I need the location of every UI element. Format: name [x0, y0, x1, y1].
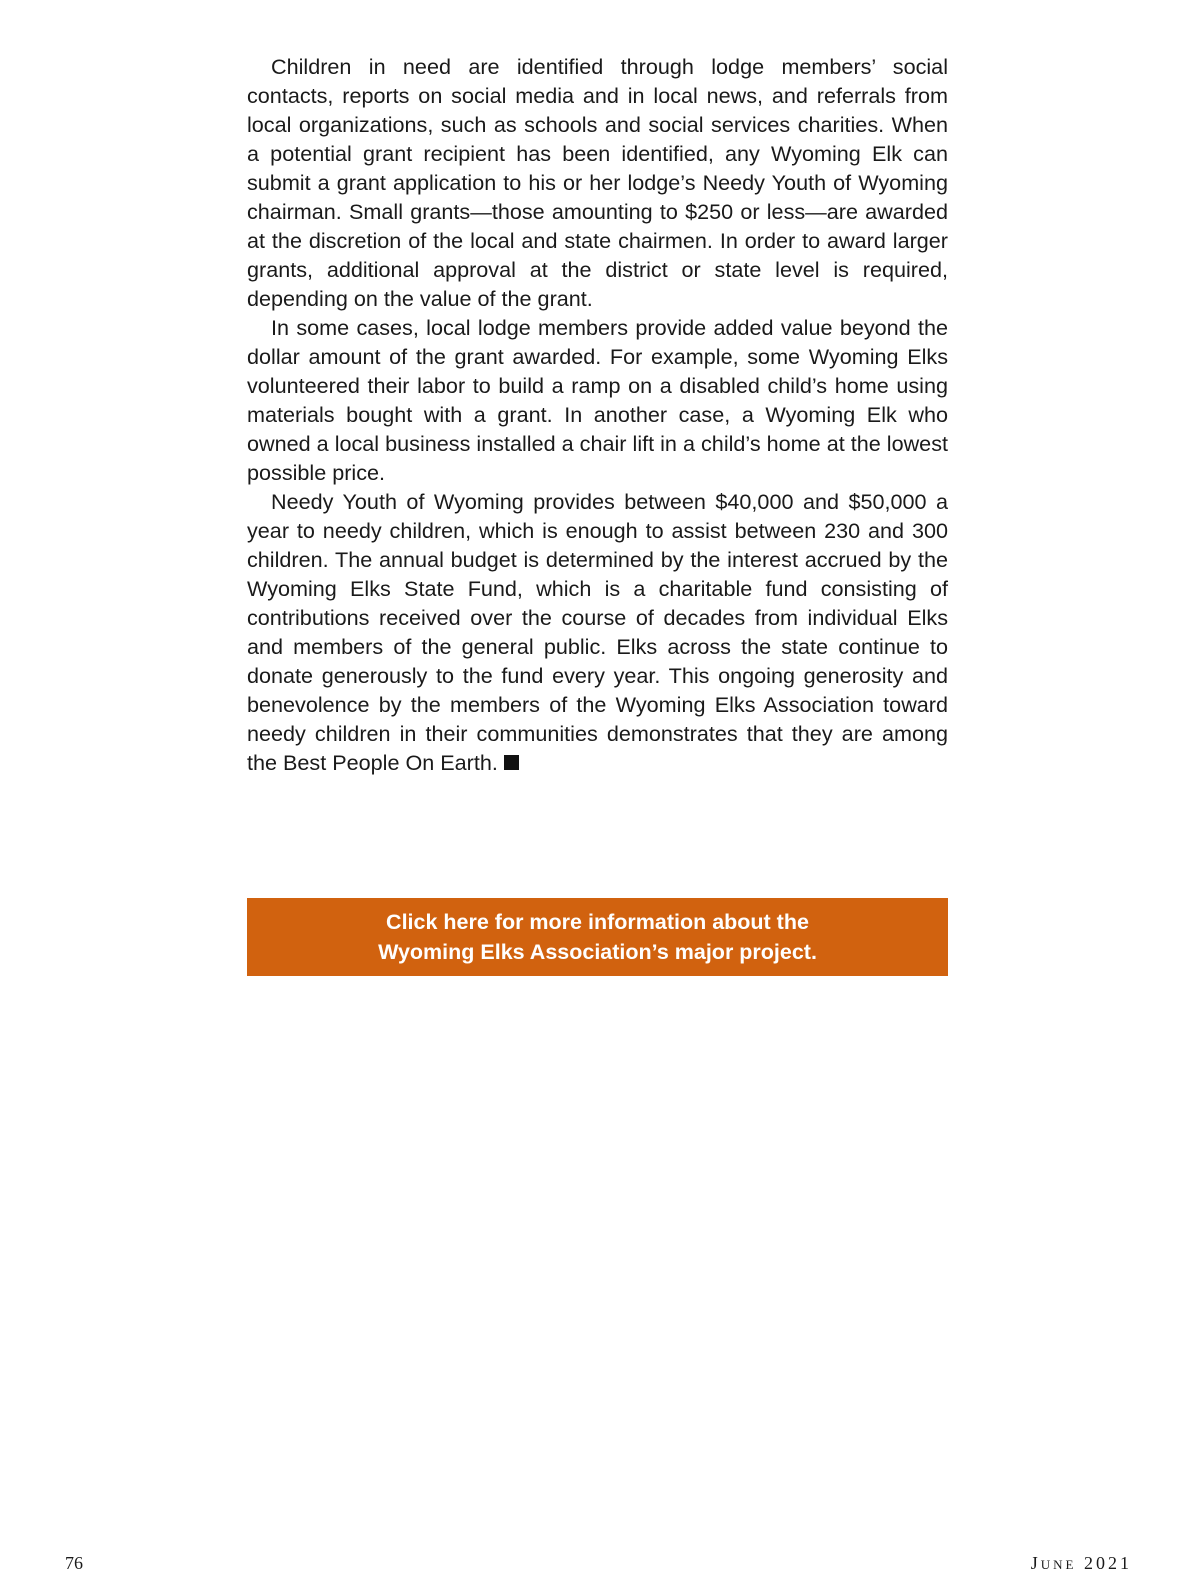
paragraph-2: In some cases, local lodge members provide added value beyond the dollar amount of the grant awarded. For example, some Wyoming Elks volunteered their labor to build a ramp on a disabled child’s home using materials bought with a grant. In another case, a Wyoming Elk who owned a local business installed a chair lift in a child’s home at the lowest possible price. [247, 315, 948, 485]
article-body [247, 52, 948, 777]
more-info-line-2[interactable]: Wyoming Elks Association’s major project. [378, 940, 817, 964]
end-of-article-square-icon [504, 755, 519, 770]
page-number: 76 [65, 1553, 83, 1573]
issue-date: June 2021 [1030, 1553, 1132, 1573]
paragraph-3-text: Needy Youth of Wyoming provides between $40,000 and $50,000 a year to needy children, which is enough to assist between 230 and 300 children. The annual budget is determined by the interest accrued by the Wyoming Elks State Fund, which is a charitable fund consisting of contributions received over the course of decades from individual Elks and members of the general public. Elks across the state continue to donate generously to the fund every year. This ongoing generosity and benevolence by the members of the Wyoming Elks Association toward needy children in their communities demonstrates that they are among the Best People On Earth. [247, 489, 948, 775]
more-info-link-button[interactable] [247, 898, 948, 976]
paragraph-1: Children in need are identified through lodge members’ social contacts, reports on social media and in local news, and referrals from local organizations, such as schools and social services charities. When a potential grant recipient has been identified, any Wyoming Elk can submit a grant application to his or her lodge’s Needy Youth of Wyoming chairman. Small grants—those amounting to $250 or less—are awarded at the discretion of the local and state chairmen. In order to award larger grants, additional approval at the district or state level is required, depending on the value of the grant. [247, 54, 948, 311]
paragraph-3 [247, 487, 948, 777]
more-info-line-1[interactable]: Click here for more information about the [386, 910, 809, 934]
